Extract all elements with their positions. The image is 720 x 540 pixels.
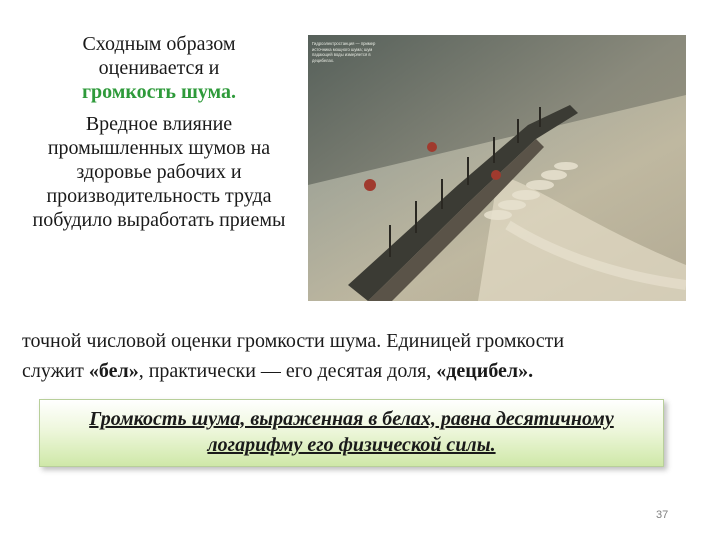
intro-line-1: Сходным образом [82, 33, 236, 55]
dam-illustration [308, 35, 686, 301]
body-line-2-middle: , практически — его десятая доля, [138, 360, 437, 382]
bel-term: «бел» [88, 360, 139, 382]
intro-line-2: оценивается и [98, 57, 220, 79]
body-line-2 [22, 356, 692, 386]
body-text [22, 326, 692, 386]
decibel-term: «децибел». [436, 360, 534, 382]
harm-paragraph: Вредное влияние промышленных шумов на здоровье рабочих и производительность труда побудило выработать приемы [32, 113, 286, 231]
loudness-highlight: громкость шума. [81, 81, 237, 103]
photo-caption: Гидроэлектростанция — пример источника мощного шума; шум падающей воды измеряется в децибелах. [312, 41, 376, 63]
body-line-2-prefix: служит [22, 360, 89, 382]
body-line-1: точной числовой оценки громкости шума. Единицей громкости [22, 330, 565, 352]
definition-box [39, 399, 664, 467]
left-text-block [28, 32, 290, 232]
definition-text: Громкость шума, выраженная в белах, равна десятичному логарифму его физической силы. [89, 408, 614, 456]
dam-photo [308, 35, 686, 301]
intro-text [28, 32, 290, 104]
page-number: 37 [656, 509, 669, 521]
